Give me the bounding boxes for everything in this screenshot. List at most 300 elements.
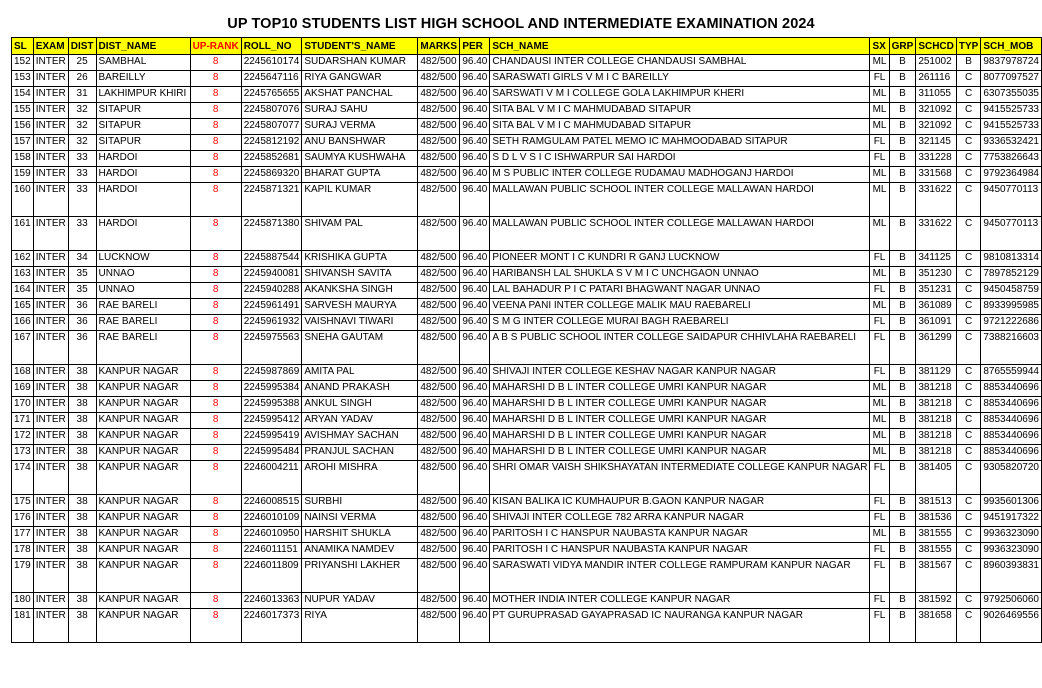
- cell-sl: 170: [12, 397, 34, 413]
- cell-grp: B: [889, 151, 916, 167]
- cell-sch-mob: 7897852129: [981, 267, 1042, 283]
- cell-schcd: 321145: [916, 135, 957, 151]
- cell-marks: 482/500: [418, 413, 460, 429]
- cell-dist-name: KANPUR NAGAR: [96, 527, 190, 543]
- cell-dist: 34: [68, 251, 96, 267]
- table-row: [12, 151, 1042, 167]
- cell-per: 96.40: [460, 429, 490, 445]
- table-row: [12, 183, 1042, 217]
- cell-up-rank: 8: [190, 103, 241, 119]
- cell-grp: B: [889, 315, 916, 331]
- cell-student-name: ANAMIKA NAMDEV: [302, 543, 418, 559]
- cell-student-name: BHARAT GUPTA: [302, 167, 418, 183]
- cell-schcd: 351231: [916, 283, 957, 299]
- cell-roll-no: 2246010950: [241, 527, 302, 543]
- cell-per: 96.40: [460, 461, 490, 495]
- cell-grp: B: [889, 217, 916, 251]
- cell-up-rank: 8: [190, 559, 241, 593]
- cell-grp: B: [889, 267, 916, 283]
- cell-up-rank: 8: [190, 461, 241, 495]
- cell-sl: 156: [12, 119, 34, 135]
- table-row: [12, 55, 1042, 71]
- cell-exam: INTER: [33, 609, 68, 643]
- cell-dist-name: LUCKNOW: [96, 251, 190, 267]
- cell-roll-no: 2245995412: [241, 413, 302, 429]
- cell-marks: 482/500: [418, 365, 460, 381]
- cell-sch-name: MAHARSHI D B L INTER COLLEGE UMRI KANPUR NAGAR: [490, 397, 870, 413]
- cell-sch-name: PT GURUPRASAD GAYAPRASAD IC NAURANGA KANPUR NAGAR: [490, 609, 870, 643]
- cell-up-rank: 8: [190, 283, 241, 299]
- header-sx: SX: [870, 38, 889, 55]
- cell-typ: C: [956, 71, 980, 87]
- cell-sx: FL: [870, 461, 889, 495]
- cell-grp: B: [889, 87, 916, 103]
- cell-dist: 38: [68, 543, 96, 559]
- cell-sl: 176: [12, 511, 34, 527]
- cell-sx: FL: [870, 593, 889, 609]
- cell-roll-no: 2245765655: [241, 87, 302, 103]
- cell-sl: 160: [12, 183, 34, 217]
- cell-typ: C: [956, 151, 980, 167]
- table-row: [12, 119, 1042, 135]
- cell-sch-mob: 8853440696: [981, 413, 1042, 429]
- cell-per: 96.40: [460, 299, 490, 315]
- cell-marks: 482/500: [418, 527, 460, 543]
- cell-exam: INTER: [33, 183, 68, 217]
- cell-schcd: 381405: [916, 461, 957, 495]
- cell-roll-no: 2246013363: [241, 593, 302, 609]
- cell-marks: 482/500: [418, 331, 460, 365]
- cell-up-rank: 8: [190, 167, 241, 183]
- cell-typ: C: [956, 543, 980, 559]
- cell-exam: INTER: [33, 315, 68, 331]
- cell-sx: ML: [870, 87, 889, 103]
- cell-grp: B: [889, 609, 916, 643]
- header-row: [12, 38, 1042, 55]
- cell-sch-mob: 9336532421: [981, 135, 1042, 151]
- cell-sch-mob: 8853440696: [981, 381, 1042, 397]
- cell-up-rank: 8: [190, 331, 241, 365]
- cell-dist-name: SITAPUR: [96, 103, 190, 119]
- cell-marks: 482/500: [418, 543, 460, 559]
- cell-roll-no: 2246010109: [241, 511, 302, 527]
- cell-exam: INTER: [33, 559, 68, 593]
- cell-student-name: PRIYANSHI LAKHER: [302, 559, 418, 593]
- cell-student-name: HARSHIT SHUKLA: [302, 527, 418, 543]
- cell-sl: 165: [12, 299, 34, 315]
- cell-marks: 482/500: [418, 429, 460, 445]
- cell-schcd: 381658: [916, 609, 957, 643]
- cell-dist-name: LAKHIMPUR KHIRI: [96, 87, 190, 103]
- cell-grp: B: [889, 299, 916, 315]
- table-row: [12, 167, 1042, 183]
- cell-typ: C: [956, 365, 980, 381]
- cell-marks: 482/500: [418, 183, 460, 217]
- cell-dist: 35: [68, 267, 96, 283]
- cell-roll-no: 2245871380: [241, 217, 302, 251]
- cell-typ: C: [956, 119, 980, 135]
- cell-exam: INTER: [33, 365, 68, 381]
- cell-marks: 482/500: [418, 151, 460, 167]
- cell-student-name: NUPUR YADAV: [302, 593, 418, 609]
- cell-schcd: 331568: [916, 167, 957, 183]
- cell-grp: B: [889, 55, 916, 71]
- cell-sch-name: SITA BAL V M I C MAHMUDABAD SITAPUR: [490, 119, 870, 135]
- cell-schcd: 381218: [916, 397, 957, 413]
- cell-exam: INTER: [33, 267, 68, 283]
- cell-marks: 482/500: [418, 559, 460, 593]
- cell-up-rank: 8: [190, 119, 241, 135]
- cell-sch-name: SHIVAJI INTER COLLEGE 782 ARRA KANPUR NAGAR: [490, 511, 870, 527]
- cell-sl: 164: [12, 283, 34, 299]
- cell-grp: B: [889, 495, 916, 511]
- cell-roll-no: 2245995388: [241, 397, 302, 413]
- table-row: [12, 593, 1042, 609]
- cell-schcd: 261116: [916, 71, 957, 87]
- cell-per: 96.40: [460, 495, 490, 511]
- cell-sch-mob: 6307355035: [981, 87, 1042, 103]
- cell-dist: 36: [68, 299, 96, 315]
- cell-dist: 36: [68, 315, 96, 331]
- header-sch-mob: SCH_MOB: [981, 38, 1042, 55]
- cell-sch-name: PARITOSH I C HANSPUR NAUBASTA KANPUR NAGAR: [490, 543, 870, 559]
- cell-sch-mob: 9810813314: [981, 251, 1042, 267]
- cell-dist: 32: [68, 135, 96, 151]
- cell-sl: 158: [12, 151, 34, 167]
- cell-up-rank: 8: [190, 445, 241, 461]
- cell-sl: 162: [12, 251, 34, 267]
- cell-sx: ML: [870, 183, 889, 217]
- cell-up-rank: 8: [190, 495, 241, 511]
- table-row: [12, 365, 1042, 381]
- cell-sx: FL: [870, 151, 889, 167]
- cell-sl: 172: [12, 429, 34, 445]
- cell-schcd: 381592: [916, 593, 957, 609]
- cell-grp: B: [889, 167, 916, 183]
- cell-sch-name: A B S PUBLIC SCHOOL INTER COLLEGE SAIDAPUR CHHIVLAHA RAEBARELI: [490, 331, 870, 365]
- cell-grp: B: [889, 429, 916, 445]
- cell-sch-name: S M G INTER COLLEGE MURAI BAGH RAEBARELI: [490, 315, 870, 331]
- cell-roll-no: 2245940288: [241, 283, 302, 299]
- cell-exam: INTER: [33, 331, 68, 365]
- cell-student-name: VAISHNAVI TIWARI: [302, 315, 418, 331]
- cell-exam: INTER: [33, 103, 68, 119]
- cell-student-name: SHIVAM PAL: [302, 217, 418, 251]
- cell-sch-name: VEENA PANI INTER COLLEGE MALIK MAU RAEBARELI: [490, 299, 870, 315]
- cell-student-name: SAUMYA KUSHWAHA: [302, 151, 418, 167]
- cell-dist-name: KANPUR NAGAR: [96, 445, 190, 461]
- cell-per: 96.40: [460, 559, 490, 593]
- cell-sl: 175: [12, 495, 34, 511]
- cell-dist-name: HARDOI: [96, 151, 190, 167]
- cell-roll-no: 2245975563: [241, 331, 302, 365]
- cell-per: 96.40: [460, 87, 490, 103]
- cell-exam: INTER: [33, 55, 68, 71]
- cell-schcd: 381218: [916, 445, 957, 461]
- table-body: [12, 55, 1042, 643]
- cell-exam: INTER: [33, 495, 68, 511]
- cell-student-name: SHIVANSH SAVITA: [302, 267, 418, 283]
- cell-sl: 179: [12, 559, 34, 593]
- cell-exam: INTER: [33, 217, 68, 251]
- cell-sch-mob: 9935601306: [981, 495, 1042, 511]
- cell-per: 96.40: [460, 413, 490, 429]
- cell-sl: 159: [12, 167, 34, 183]
- cell-typ: C: [956, 461, 980, 495]
- cell-grp: B: [889, 527, 916, 543]
- cell-typ: C: [956, 527, 980, 543]
- table-row: [12, 495, 1042, 511]
- cell-dist: 38: [68, 461, 96, 495]
- cell-grp: B: [889, 183, 916, 217]
- cell-marks: 482/500: [418, 55, 460, 71]
- cell-marks: 482/500: [418, 445, 460, 461]
- cell-sch-mob: 8077097527: [981, 71, 1042, 87]
- cell-sch-mob: 8853440696: [981, 445, 1042, 461]
- cell-student-name: ANAND PRAKASH: [302, 381, 418, 397]
- cell-exam: INTER: [33, 543, 68, 559]
- cell-dist-name: KANPUR NAGAR: [96, 511, 190, 527]
- cell-sl: 173: [12, 445, 34, 461]
- cell-marks: 482/500: [418, 251, 460, 267]
- cell-sch-name: SARSWATI V M I COLLEGE GOLA LAKHIMPUR KHERI: [490, 87, 870, 103]
- cell-dist-name: KANPUR NAGAR: [96, 397, 190, 413]
- cell-dist: 38: [68, 365, 96, 381]
- cell-roll-no: 2245871321: [241, 183, 302, 217]
- cell-sch-name: SHIVAJI INTER COLLEGE KESHAV NAGAR KANPUR NAGAR: [490, 365, 870, 381]
- cell-marks: 482/500: [418, 135, 460, 151]
- cell-schcd: 381218: [916, 429, 957, 445]
- cell-sch-mob: 9415525733: [981, 103, 1042, 119]
- cell-sch-name: M S PUBLIC INTER COLLEGE RUDAMAU MADHOGANJ HARDOI: [490, 167, 870, 183]
- cell-per: 96.40: [460, 251, 490, 267]
- cell-up-rank: 8: [190, 135, 241, 151]
- cell-schcd: 381555: [916, 543, 957, 559]
- header-roll-no: ROLL_NO: [241, 38, 302, 55]
- cell-dist: 32: [68, 119, 96, 135]
- cell-per: 96.40: [460, 103, 490, 119]
- cell-schcd: 381513: [916, 495, 957, 511]
- cell-grp: B: [889, 413, 916, 429]
- cell-per: 96.40: [460, 315, 490, 331]
- cell-sl: 174: [12, 461, 34, 495]
- cell-per: 96.40: [460, 331, 490, 365]
- table-row: [12, 135, 1042, 151]
- cell-roll-no: 2245995484: [241, 445, 302, 461]
- cell-sch-name: MAHARSHI D B L INTER COLLEGE UMRI KANPUR NAGAR: [490, 381, 870, 397]
- cell-student-name: SURAJ VERMA: [302, 119, 418, 135]
- cell-sx: FL: [870, 135, 889, 151]
- cell-marks: 482/500: [418, 397, 460, 413]
- cell-dist-name: RAE BARELI: [96, 315, 190, 331]
- cell-up-rank: 8: [190, 527, 241, 543]
- cell-roll-no: 2245940081: [241, 267, 302, 283]
- cell-exam: INTER: [33, 429, 68, 445]
- cell-typ: C: [956, 87, 980, 103]
- cell-dist: 32: [68, 103, 96, 119]
- cell-student-name: SURBHI: [302, 495, 418, 511]
- cell-schcd: 341125: [916, 251, 957, 267]
- cell-sch-mob: 9936323090: [981, 543, 1042, 559]
- cell-up-rank: 8: [190, 543, 241, 559]
- cell-dist-name: UNNAO: [96, 283, 190, 299]
- header-sch-name: SCH_NAME: [490, 38, 870, 55]
- cell-sx: ML: [870, 381, 889, 397]
- cell-sch-name: MAHARSHI D B L INTER COLLEGE UMRI KANPUR NAGAR: [490, 445, 870, 461]
- cell-student-name: RIYA: [302, 609, 418, 643]
- cell-dist: 33: [68, 183, 96, 217]
- cell-marks: 482/500: [418, 511, 460, 527]
- cell-roll-no: 2246011151: [241, 543, 302, 559]
- cell-dist-name: KANPUR NAGAR: [96, 381, 190, 397]
- cell-exam: INTER: [33, 299, 68, 315]
- cell-roll-no: 2246004211: [241, 461, 302, 495]
- cell-grp: B: [889, 445, 916, 461]
- cell-sx: FL: [870, 495, 889, 511]
- cell-sl: 163: [12, 267, 34, 283]
- cell-grp: B: [889, 381, 916, 397]
- cell-marks: 482/500: [418, 299, 460, 315]
- cell-up-rank: 8: [190, 397, 241, 413]
- cell-dist-name: KANPUR NAGAR: [96, 365, 190, 381]
- cell-dist-name: BAREILLY: [96, 71, 190, 87]
- cell-dist: 33: [68, 217, 96, 251]
- cell-roll-no: 2245961491: [241, 299, 302, 315]
- cell-sx: FL: [870, 315, 889, 331]
- cell-sx: ML: [870, 217, 889, 251]
- cell-sx: FL: [870, 609, 889, 643]
- cell-sch-mob: 8853440696: [981, 429, 1042, 445]
- cell-sch-name: MALLAWAN PUBLIC SCHOOL INTER COLLEGE MALLAWAN HARDOI: [490, 217, 870, 251]
- cell-up-rank: 8: [190, 413, 241, 429]
- cell-grp: B: [889, 71, 916, 87]
- cell-typ: C: [956, 593, 980, 609]
- cell-student-name: SNEHA GAUTAM: [302, 331, 418, 365]
- cell-sx: FL: [870, 283, 889, 299]
- cell-dist: 38: [68, 381, 96, 397]
- cell-sl: 168: [12, 365, 34, 381]
- cell-up-rank: 8: [190, 609, 241, 643]
- cell-student-name: AVISHMAY SACHAN: [302, 429, 418, 445]
- cell-typ: C: [956, 283, 980, 299]
- cell-sch-name: MALLAWAN PUBLIC SCHOOL INTER COLLEGE MALLAWAN HARDOI: [490, 183, 870, 217]
- cell-typ: C: [956, 559, 980, 593]
- cell-sx: FL: [870, 543, 889, 559]
- cell-typ: C: [956, 331, 980, 365]
- cell-sl: 167: [12, 331, 34, 365]
- cell-up-rank: 8: [190, 251, 241, 267]
- cell-sch-mob: 8853440696: [981, 397, 1042, 413]
- cell-schcd: 331622: [916, 217, 957, 251]
- cell-per: 96.40: [460, 119, 490, 135]
- cell-exam: INTER: [33, 135, 68, 151]
- cell-typ: C: [956, 511, 980, 527]
- cell-per: 96.40: [460, 55, 490, 71]
- cell-exam: INTER: [33, 283, 68, 299]
- table-row: [12, 527, 1042, 543]
- cell-sch-name: MAHARSHI D B L INTER COLLEGE UMRI KANPUR NAGAR: [490, 413, 870, 429]
- table-row: [12, 559, 1042, 593]
- cell-dist: 38: [68, 429, 96, 445]
- cell-grp: B: [889, 103, 916, 119]
- cell-dist: 38: [68, 511, 96, 527]
- cell-up-rank: 8: [190, 71, 241, 87]
- cell-exam: INTER: [33, 413, 68, 429]
- cell-grp: B: [889, 251, 916, 267]
- cell-sch-mob: 7388216603: [981, 331, 1042, 365]
- cell-schcd: 381555: [916, 527, 957, 543]
- cell-schcd: 321092: [916, 103, 957, 119]
- cell-sch-mob: 8933995985: [981, 299, 1042, 315]
- cell-roll-no: 2245852681: [241, 151, 302, 167]
- cell-sl: 152: [12, 55, 34, 71]
- table-row: [12, 315, 1042, 331]
- cell-sx: ML: [870, 103, 889, 119]
- cell-marks: 482/500: [418, 461, 460, 495]
- cell-sl: 153: [12, 71, 34, 87]
- cell-dist-name: KANPUR NAGAR: [96, 413, 190, 429]
- cell-sch-mob: 9450458759: [981, 283, 1042, 299]
- cell-sch-name: SHRI OMAR VAISH SHIKSHAYATAN INTERMEDIATE COLLEGE KANPUR NAGAR: [490, 461, 870, 495]
- cell-per: 96.40: [460, 511, 490, 527]
- cell-sch-mob: 9026469556: [981, 609, 1042, 643]
- cell-sx: ML: [870, 429, 889, 445]
- cell-grp: B: [889, 135, 916, 151]
- cell-dist-name: HARDOI: [96, 167, 190, 183]
- cell-exam: INTER: [33, 445, 68, 461]
- cell-marks: 482/500: [418, 267, 460, 283]
- cell-typ: C: [956, 217, 980, 251]
- cell-dist: 35: [68, 283, 96, 299]
- cell-sch-name: SETH RAMGULAM PATEL MEMO IC MAHMOODABAD SITAPUR: [490, 135, 870, 151]
- header-schcd: SCHCD: [916, 38, 957, 55]
- cell-marks: 482/500: [418, 119, 460, 135]
- cell-sx: FL: [870, 559, 889, 593]
- cell-marks: 482/500: [418, 87, 460, 103]
- cell-up-rank: 8: [190, 511, 241, 527]
- cell-typ: C: [956, 315, 980, 331]
- cell-schcd: 321092: [916, 119, 957, 135]
- cell-schcd: 311055: [916, 87, 957, 103]
- cell-sch-name: HARIBANSH LAL SHUKLA S V M I C UNCHGAON UNNAO: [490, 267, 870, 283]
- cell-sx: ML: [870, 119, 889, 135]
- cell-sch-name: SITA BAL V M I C MAHMUDABAD SITAPUR: [490, 103, 870, 119]
- cell-dist-name: SITAPUR: [96, 135, 190, 151]
- cell-roll-no: 2246011809: [241, 559, 302, 593]
- cell-dist-name: KANPUR NAGAR: [96, 429, 190, 445]
- cell-marks: 482/500: [418, 283, 460, 299]
- cell-student-name: SUDARSHAN KUMAR: [302, 55, 418, 71]
- table-row: [12, 299, 1042, 315]
- cell-student-name: SURAJ SAHU: [302, 103, 418, 119]
- table-row: [12, 413, 1042, 429]
- cell-roll-no: 2245987869: [241, 365, 302, 381]
- cell-per: 96.40: [460, 397, 490, 413]
- cell-sch-name: MOTHER INDIA INTER COLLEGE KANPUR NAGAR: [490, 593, 870, 609]
- cell-sch-mob: 9415525733: [981, 119, 1042, 135]
- cell-sch-mob: 8960393831: [981, 559, 1042, 593]
- cell-roll-no: 2245807077: [241, 119, 302, 135]
- cell-student-name: AKSHAT PANCHAL: [302, 87, 418, 103]
- cell-dist-name: KANPUR NAGAR: [96, 609, 190, 643]
- cell-schcd: 381218: [916, 413, 957, 429]
- cell-roll-no: 2245995419: [241, 429, 302, 445]
- cell-sx: ML: [870, 167, 889, 183]
- cell-student-name: ARYAN YADAV: [302, 413, 418, 429]
- header-up-rank: UP-RANK: [190, 38, 241, 55]
- cell-sl: 161: [12, 217, 34, 251]
- cell-dist: 25: [68, 55, 96, 71]
